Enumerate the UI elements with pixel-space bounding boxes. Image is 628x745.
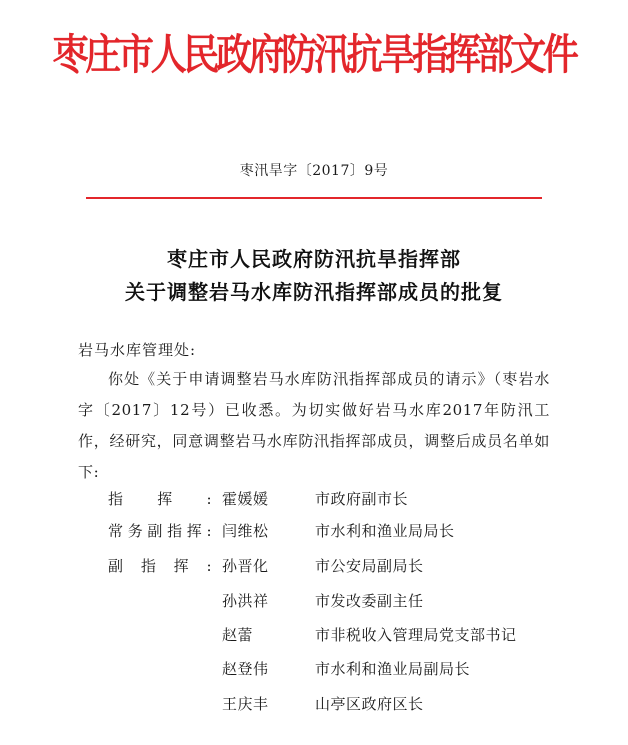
body-paragraph: 你处《关于申请调整岩马水库防汛指挥部成员的请示》（枣岩水字〔2017〕12号）已收悉。为切实做好岩马水库2017年防汛工作，经研究，同意调整岩马水库防汛指挥部成员，调整后成员名单如下: (78, 370, 550, 481)
red-divider-line (86, 197, 542, 199)
member-role: 副指挥: (108, 557, 212, 575)
salutation: 岩马水库管理处: (78, 341, 197, 359)
member-row (0, 658, 628, 682)
member-position: 市公安局副局长 (315, 557, 424, 575)
member-row (0, 520, 628, 544)
member-name: 闫维松 (222, 522, 269, 540)
member-row (0, 555, 628, 579)
red-header-title: 枣庄市人民政府防汛抗旱指挥部文件 (52, 30, 576, 79)
member-row (0, 590, 628, 614)
member-position: 市非税收入管理局党支部书记 (315, 626, 517, 644)
member-name: 赵蕾 (222, 626, 254, 644)
member-row (0, 693, 628, 717)
member-role: 常务副指挥: (108, 522, 212, 540)
member-row (0, 488, 628, 512)
member-name: 霍媛媛 (222, 490, 269, 508)
member-position: 市水利和渔业局局长 (315, 522, 455, 540)
member-row (0, 624, 628, 648)
member-position: 市政府副市长 (315, 490, 409, 508)
member-position: 山亭区政府区长 (315, 695, 424, 713)
member-role: 指挥: (108, 490, 212, 508)
member-name: 孙洪祥 (222, 592, 269, 610)
member-name: 赵登伟 (222, 660, 269, 678)
member-position: 市发改委副主任 (315, 592, 424, 610)
member-position: 市水利和渔业局副局长 (315, 660, 471, 678)
member-name: 王庆丰 (222, 695, 269, 713)
document-title-line-1: 枣庄市人民政府防汛抗旱指挥部 (167, 247, 461, 271)
member-name: 孙晋化 (222, 557, 269, 575)
document-number: 枣汛旱字〔2017〕9号 (239, 163, 389, 179)
document-title-line-2: 关于调整岩马水库防汛指挥部成员的批复 (125, 280, 503, 304)
